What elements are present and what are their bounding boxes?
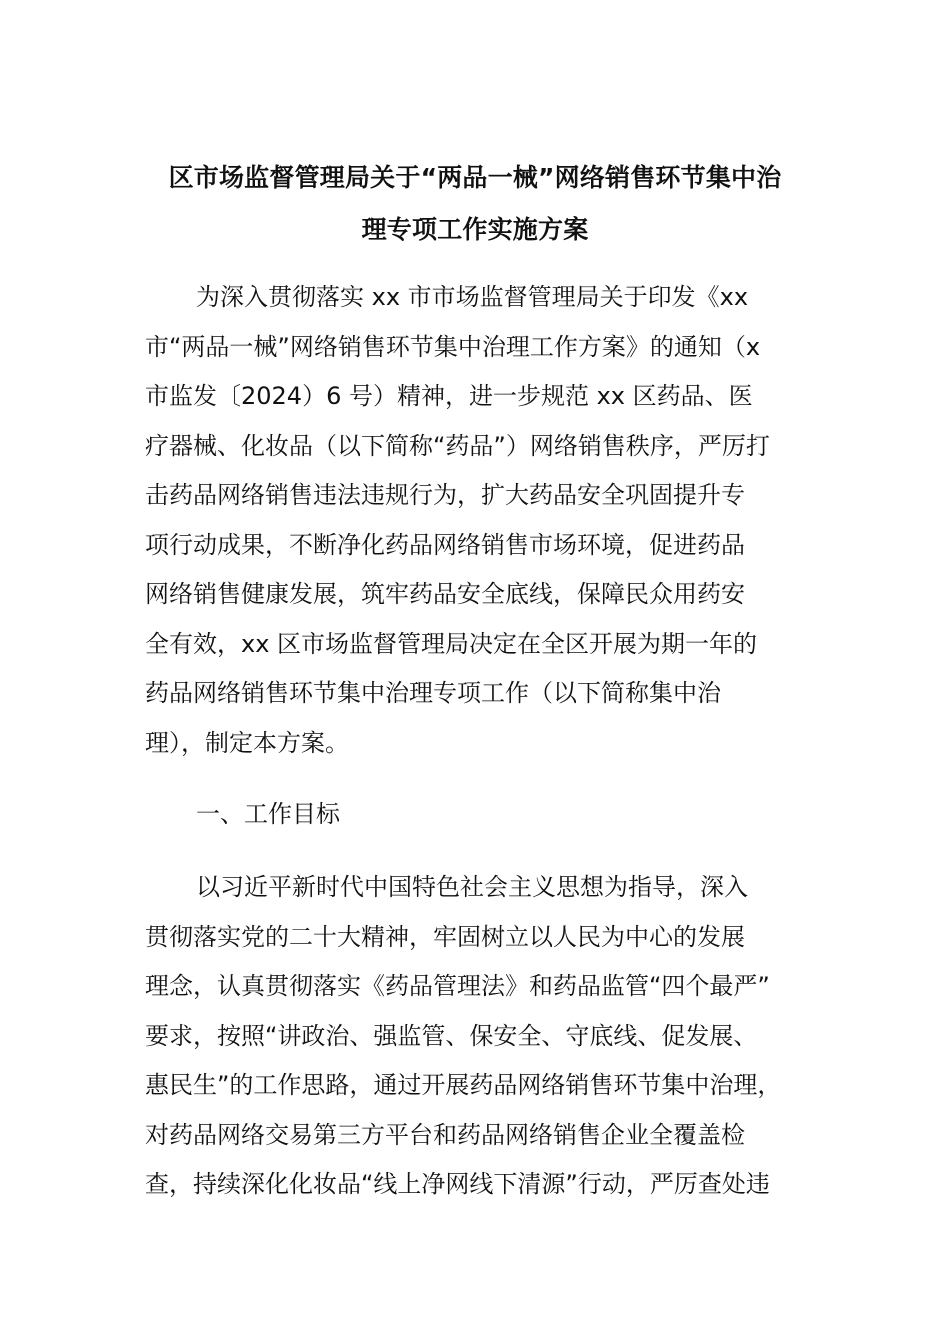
paragraph-line: 全有效，xx 区市场监督管理局决定在全区开展为期一年的 — [145, 629, 758, 658]
paragraph-line: 市“两品一械”网络销售环节集中治理工作方案》的通知（x — [145, 332, 761, 361]
paragraph-line: 贯彻落实党的二十大精神，牢固树立以人民为中心的发展 — [145, 922, 745, 951]
paragraph-line: 疗器械、化妆品（以下简称“药品”）网络销售秩序，严厉打 — [145, 431, 770, 460]
document-title — [145, 152, 805, 256]
goals-paragraph — [145, 863, 815, 1210]
paragraph-line: 要求，按照“讲政治、强监管、保安全、守底线、促发展、 — [145, 1021, 758, 1050]
title-line-1: 区市场监督管理局关于“两品一械”网络销售环节集中治 — [168, 163, 782, 192]
intro-paragraph — [145, 273, 815, 768]
paragraph-line: 惠民生”的工作思路，通过开展药品网络销售环节集中治理， — [145, 1071, 782, 1099]
paragraph-line: 查，持续深化化妆品“线上净网线下清源”行动，严厉查处违 — [145, 1170, 770, 1198]
paragraph-line: 对药品网络交易第三方平台和药品网络销售企业全覆盖检 — [145, 1120, 745, 1149]
section-heading-text: 一、工作目标 — [196, 800, 340, 828]
section-heading-goals — [145, 790, 815, 840]
paragraph-line: 为深入贯彻落实 xx 市市场监督管理局关于印发《xx — [196, 283, 749, 311]
paragraph-line: 以习近平新时代中国特色社会主义思想为指导，深入 — [196, 873, 748, 901]
paragraph-line: 理念，认真贯彻落实《药品管理法》和药品监管“四个最严” — [145, 972, 770, 1000]
paragraph-line: 药品网络销售环节集中治理专项工作（以下简称集中治 — [145, 679, 721, 707]
paragraph-line: 击药品网络销售违法违规行为，扩大药品安全巩固提升专 — [145, 481, 745, 509]
paragraph-line: 理），制定本方案。 — [145, 728, 349, 757]
paragraph-line: 市监发〔2024）6 号）精神，进一步规范 xx 区药品、医 — [145, 382, 753, 410]
title-line-2: 理专项工作实施方案 — [361, 215, 589, 244]
paragraph-line: 网络销售健康发展，筑牢药品安全底线，保障民众用药安 — [145, 580, 745, 608]
paragraph-line: 项行动成果，不断净化药品网络销售市场环境，促进药品 — [145, 530, 745, 559]
